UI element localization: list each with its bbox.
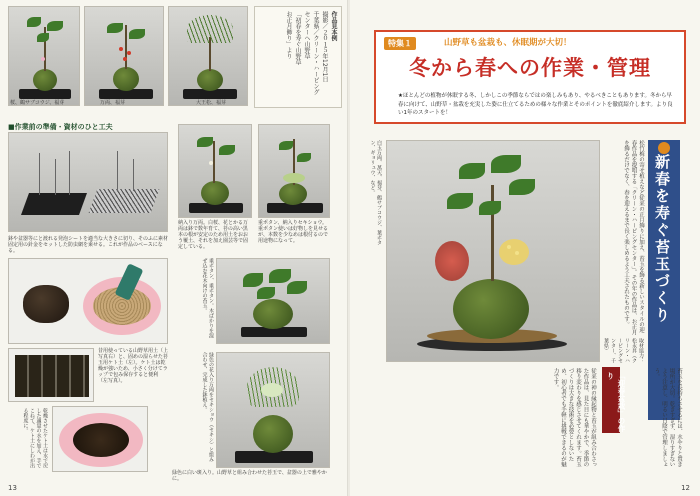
caption-top-2: 万両、福芽 — [100, 100, 126, 106]
photo-plant-white-manryo — [178, 124, 252, 218]
photo-wire-base — [8, 132, 168, 232]
credit-line-2: 撮影／２０１５年12月1日 — [321, 11, 328, 83]
photo-moss-bowl — [52, 406, 148, 472]
caption-plant3: 重ポタン、重ポタン。木ばかりを混ぜ込む花木向けの苔玉。 — [201, 258, 214, 338]
feature-subtitle: 山野草も盆栽も、休眠期が大切！ — [444, 38, 572, 48]
photo-sakura-kokedama — [8, 6, 80, 106]
caption-top-1: 桜、鶴サブコウジ、福芽 — [10, 100, 65, 106]
body-column-2: 取材協力：松永昇（クリーン・ハーピングセンター、千葉県） — [603, 338, 644, 363]
feature-title-box — [374, 30, 686, 124]
left-page — [0, 0, 348, 496]
caption-wire: 鉢や盆器等にと渡れる発泡シートを適当な大きさに切り、そのふに素材固定用の針金をセットした防虫網を乗せる。これが作品のベースになる。 — [8, 236, 169, 254]
credit-line-3: 千葉県／クリーン・ハーピング — [312, 11, 319, 95]
credit-line-6: お正月飾り」より — [285, 11, 292, 59]
vertical-section-label — [602, 367, 626, 433]
main-photo-caption: 白玉万両、萬天、福芽、鶴サブコウジ、葉ボタン、ギョリュウ、など。 — [369, 140, 382, 245]
caption-moss: 昔用使っている山野草用土（上写真右）と、固めの湿らせた苔玉用ケト土（左）。ケト土は乾燥が強いため、小さく分けてラップで包み保存すると便利（左写真）。 — [98, 348, 169, 384]
sidebar-title: 新春を寿ぐ苔玉づくり — [653, 154, 671, 324]
photo-plant-moss-pot — [216, 258, 330, 344]
caption-moss2: 乾燥させたケト土は水で戻した適量の水を加え、手でこねて、ケト土にしわが出る程度に。 — [22, 408, 48, 468]
photo-soil — [8, 258, 168, 344]
sidebar-bullet-icon — [658, 142, 670, 154]
feature-title: 冬から春への作業・管理 — [409, 55, 651, 80]
feature-badge: 特集１ — [384, 37, 416, 50]
caption-plant1: 納入り万両。白桜、花とかる万両は鉢で数年育て、苔の高い黒本の根が安定のため用土をおおう覆土、それを加え園芸等で固定している。 — [178, 220, 249, 250]
section-title: ■作業前の準備・資材のひと工夫 — [8, 123, 113, 131]
photo-moss-blocks — [8, 348, 94, 402]
body-column-4: 苔玉を長持ちさせるには、水やりと置き場所が大切。乾きすぎず、湿りすぎないよう注意し、明るい日陰で管理しましょう。 — [653, 368, 682, 467]
feature-lead: ★ほとんどの植物が休眠する冬、しかしこの季節ならではの楽しみもあり、やるべきこともあります。冬から早春に向けて、山野草・盆栽を充実した姿に仕立てるための様々な作業とそのポイントを徹底紹介します。より良い1年のスタートを！ — [398, 93, 673, 116]
page-number-left: 13 — [8, 484, 17, 492]
main-kokedama-photo — [386, 140, 600, 362]
page-number-right: 12 — [681, 484, 690, 492]
caption-top-3: 大王松、福芽 — [196, 100, 227, 106]
caption-plant5: 緑色に白い斑入り。山野草と組み合わせた苔玉で、盆器の上で雅やかに。 — [172, 470, 327, 482]
vertical-section-label-text: 「迎春盆栽」の作り — [606, 372, 626, 432]
credit-box — [254, 6, 342, 108]
caption-plant4: 緑色の花入り万両をセキショウ（セキシ）と組み合わせ、完成した鉢植え。 — [201, 352, 214, 462]
credit-line-4: センターへ山野草 — [303, 11, 310, 59]
credit-line-1: 作品見本例 — [330, 11, 337, 41]
body-column-3: 従来の神の縁起物と苔玉が組み合わさった作品は、見た目にも華やかで、季節の移り変わりを感じさせてくれます。苔玉づくりは大きな技術を必要としないため、初心者でも手軽に挑戦できるのが魅力です。 — [552, 368, 596, 467]
photo-plant-large — [216, 352, 330, 468]
photo-plant-habotan — [258, 124, 330, 218]
photo-daiomatsu-kokedama — [168, 6, 248, 106]
caption-plant2: 重ポタン、納入りセキショウ。重ボタン使いは好物しを見せるが、本数を少なめは根付るので用途物になって。 — [258, 220, 329, 244]
credit-line-5: 「初春を寿ぐ山野草 — [294, 11, 301, 65]
photo-manryo-kokedama — [84, 6, 164, 106]
body-column-1: 松竹梅の寄せ植えなど従来の正月飾りに加え、苔玉を飾る新しいスタイルの迎春作品を提唱する「クリーン・ハーピングセンター」。その年の作品は、お正月を飾るだけでなく、春を迎えるまで長く楽しめるよう工夫されたものです。 — [623, 140, 644, 336]
